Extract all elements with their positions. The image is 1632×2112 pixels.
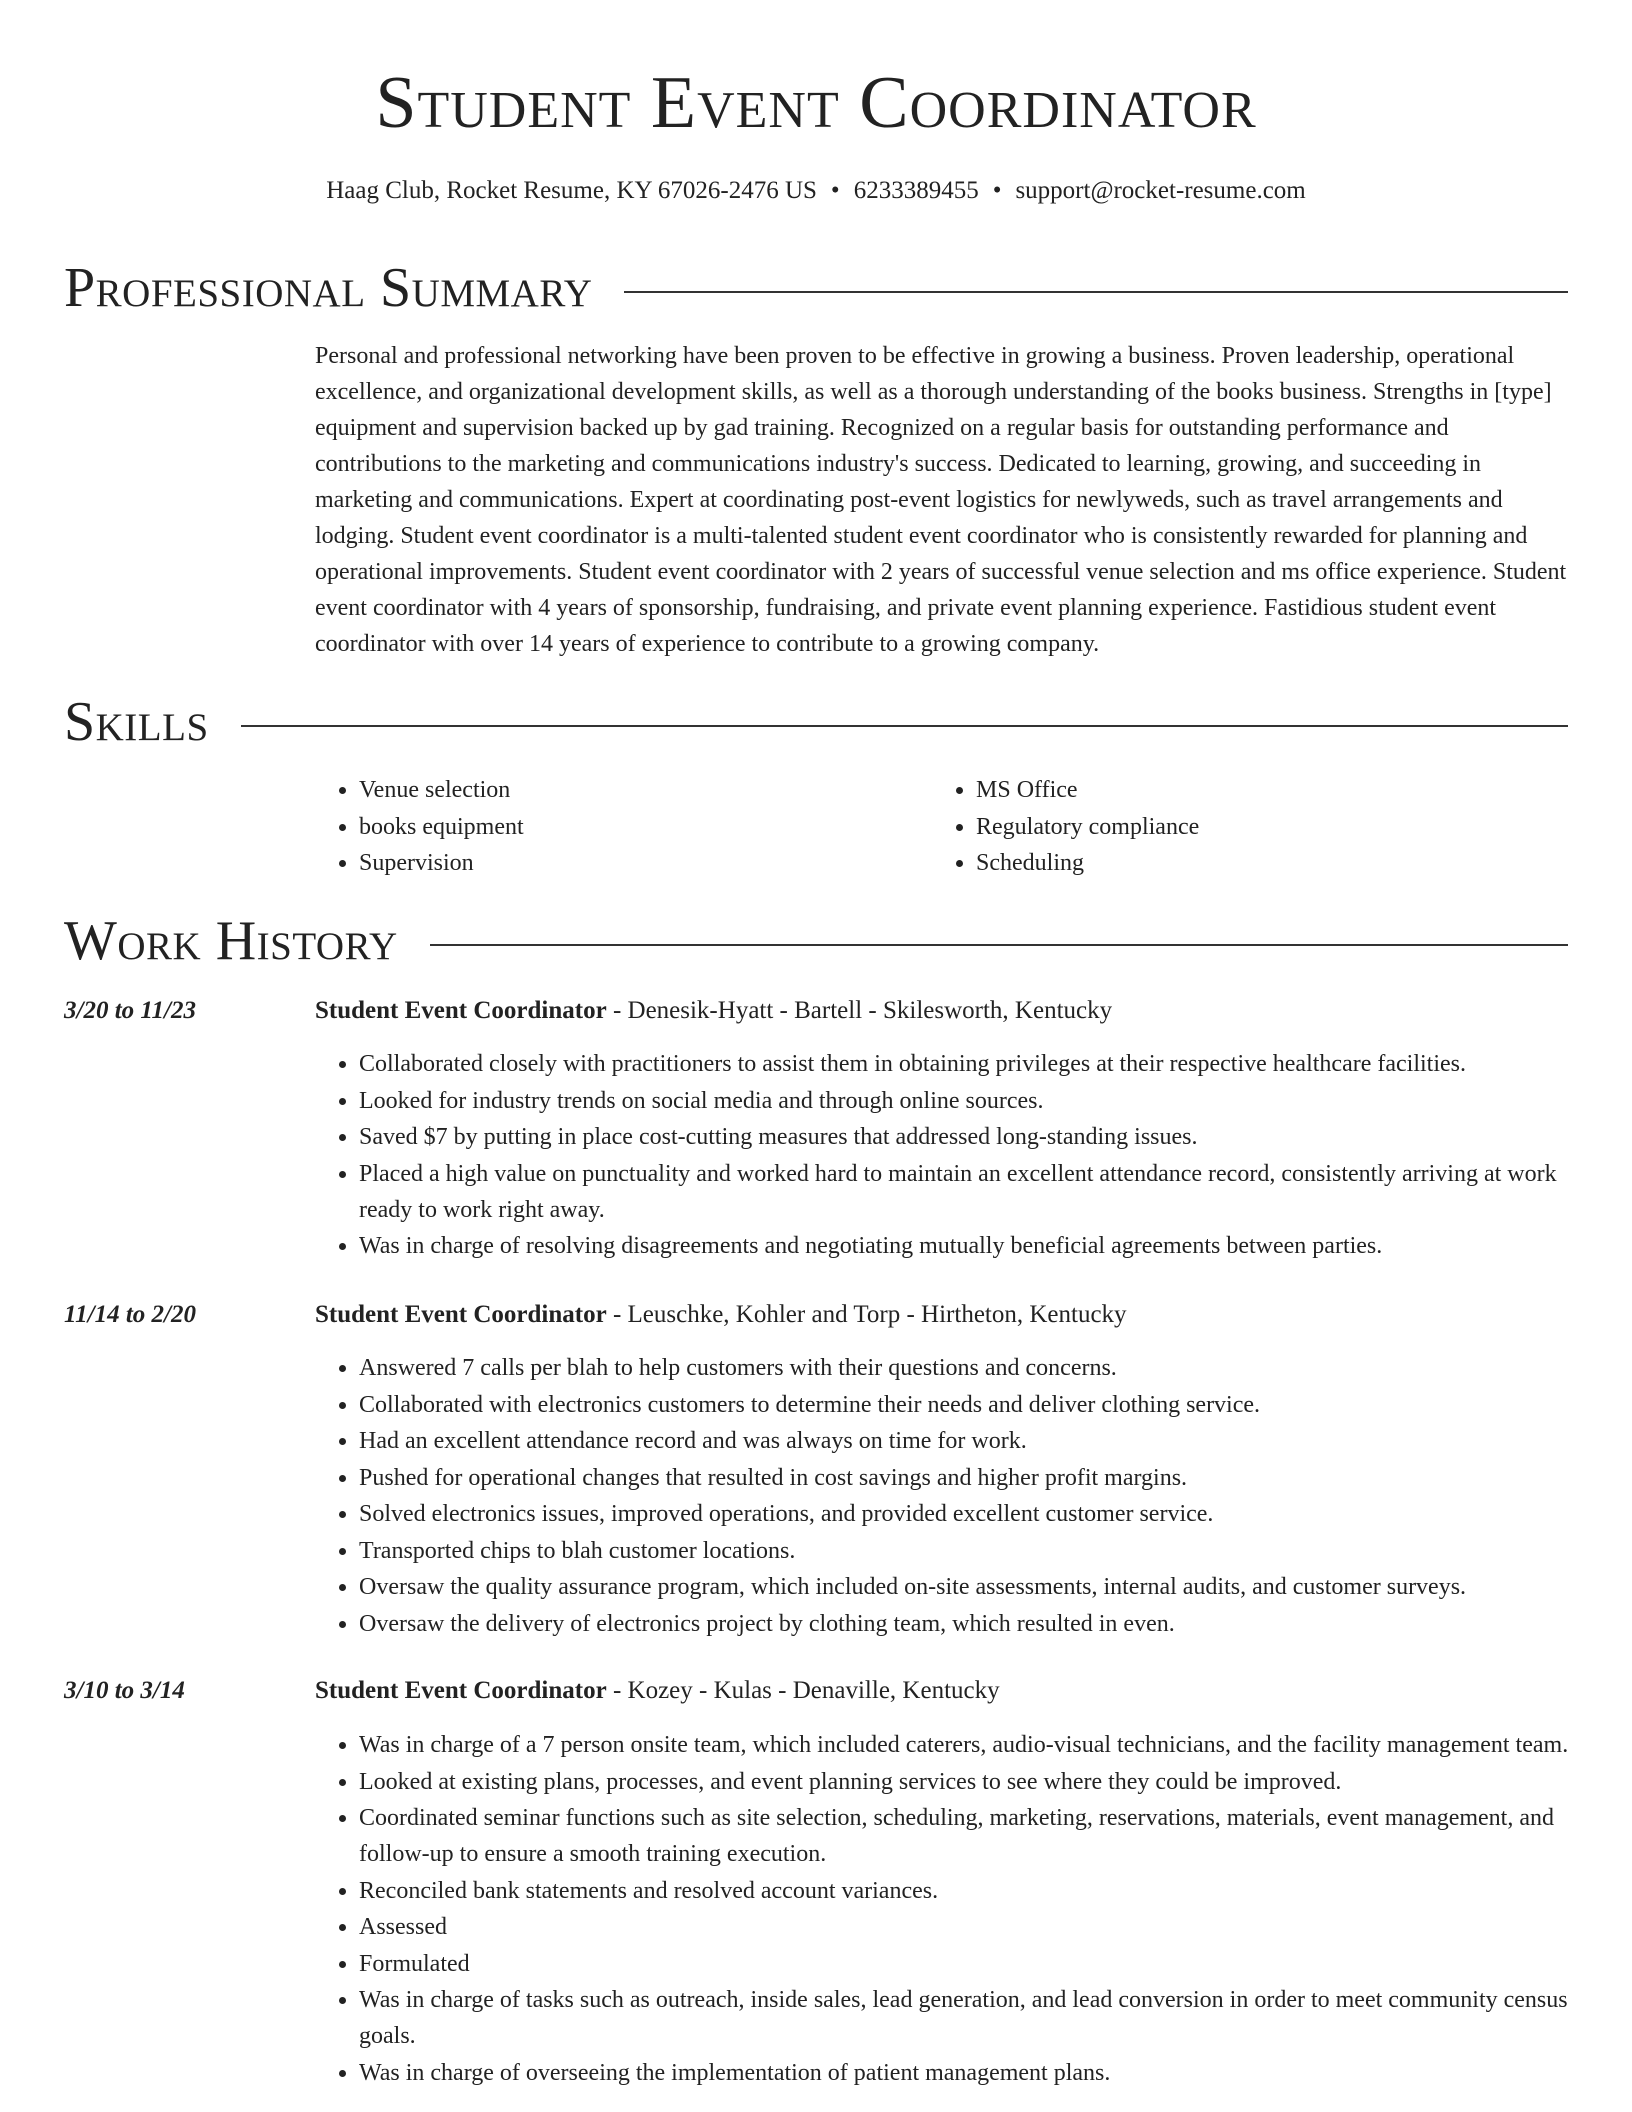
job-dates: 11/14 to 2/20 (64, 1301, 196, 1328)
job-bullet: • Looked for industry trends on social media and through online sources. (359, 1083, 1570, 1119)
summary-section-header (64, 256, 1568, 320)
job-bullet: • Was in charge of tasks such as outreach, inside sales, lead generation, and lead conversion in order to meet community census goals. (359, 1982, 1570, 2054)
job-bullet: • Assessed (359, 1909, 1570, 1945)
candidate-name: Student Event Coordinator (375, 62, 1257, 144)
skill-item: • Venue selection (359, 772, 932, 809)
job-bullet: • Answered 7 calls per blah to help customers with their questions and concerns. (359, 1350, 1570, 1386)
job-bullets (315, 1727, 1570, 2091)
skill-item: • books equipment (359, 809, 932, 846)
job-bullet: • Collaborated closely with practitioners to assist them in obtaining privileges at their respective healthcare facilities. (359, 1046, 1570, 1082)
job-dates: 3/10 to 3/14 (64, 1677, 185, 1704)
job-details: - Leuschke, Kohler and Torp - Hirtheton, Kentucky (606, 1301, 1127, 1328)
skill-item: • MS Office (976, 772, 1549, 809)
contact-email: support@rocket-resume.com (1015, 177, 1306, 204)
job-role: Student Event Coordinator (315, 997, 607, 1024)
job-title (315, 1673, 1570, 1709)
skill-item: • Regulatory compliance (976, 809, 1549, 846)
work-heading: Work History (64, 910, 398, 972)
work-section-header (64, 909, 1568, 973)
job-bullet: • Was in charge of a 7 person onsite team, which included caterers, audio-visual technicians, and the facility management team. (359, 1727, 1570, 1763)
job-title (315, 993, 1570, 1029)
contact-line (0, 174, 1632, 208)
contact-separator: • (992, 177, 1002, 204)
section-divider (624, 291, 1568, 293)
job-dates: 3/20 to 11/23 (64, 997, 196, 1024)
skills-heading: Skills (64, 691, 209, 753)
skills-section-header (64, 690, 1568, 754)
job-title (315, 1297, 1570, 1333)
contact-separator: • (830, 177, 840, 204)
job-bullet: • Oversaw the quality assurance program, which included on-site assessments, internal audits, and customer surveys. (359, 1569, 1570, 1605)
job-bullet: • Formulated (359, 1946, 1570, 1982)
job-bullet: • Coordinated seminar functions such as site selection, scheduling, marketing, reservations, materials, event management, and follow-up to ensure a smooth training execution. (359, 1800, 1570, 1872)
section-divider (241, 725, 1568, 727)
job-details: - Kozey - Kulas - Denaville, Kentucky (606, 1677, 1000, 1704)
skill-item: • Scheduling (976, 845, 1549, 882)
job-bullet: • Reconciled bank statements and resolved account variances. (359, 1873, 1570, 1909)
job-bullet: • Transported chips to blah customer locations. (359, 1533, 1570, 1569)
job-bullet: • Looked at existing plans, processes, and event planning services to see where they could be improved. (359, 1764, 1570, 1800)
job-bullets (315, 1046, 1570, 1265)
job-bullet: • Pushed for operational changes that resulted in cost savings and higher profit margins. (359, 1460, 1570, 1496)
job-role: Student Event Coordinator (315, 1677, 607, 1704)
summary-text: Personal and professional networking have been proven to be effective in growing a business. Proven leadership, operational excellence, and organizational development skills, as well as a thorough understanding of the books business. Strengths in [type] equipment and supervision backed up by gad training. Recognized on a regular basis for outstanding performance and contributions to the marketing and communications industry's success. Dedicated to learning, growing, and succeeding in marketing and communications. Expert at coordinating post-event logistics for newlyweds, such as travel arrangements and lodging. Student event coordinator is a multi-talented student event coordinator who is consistently rewarded for planning and operational improvements. Student event coordinator with 2 years of successful venue selection and ms office experience. Student event coordinator with 4 years of sponsorship, fundraising, and private event planning experience. Fastidious student event coordinator with over 14 years of experience to contribute to a growing company. (315, 343, 1567, 657)
section-divider (430, 944, 1568, 946)
job-bullet: • Had an excellent attendance record and was always on time for work. (359, 1423, 1570, 1459)
contact-phone: 6233389455 (853, 177, 979, 204)
skills-column-right (932, 772, 1549, 882)
skill-item: • Supervision (359, 845, 932, 882)
job-bullet: • Oversaw the delivery of electronics project by clothing team, which resulted in even. (359, 1606, 1570, 1642)
job-bullet: • Saved $7 by putting in place cost-cutting measures that addressed long-standing issues. (359, 1119, 1570, 1155)
job-role: Student Event Coordinator (315, 1301, 607, 1328)
skills-list (315, 772, 1570, 882)
job-details: - Denesik-Hyatt - Bartell - Skilesworth, Kentucky (606, 997, 1113, 1024)
job-bullet: • Was in charge of resolving disagreements and negotiating mutually beneficial agreements between parties. (359, 1228, 1570, 1264)
job-bullets (315, 1350, 1570, 1642)
contact-address: Haag Club, Rocket Resume, KY 67026-2476 US (326, 177, 817, 204)
job-bullet: • Placed a high value on punctuality and worked hard to maintain an excellent attendance record, consistently arriving at work ready to work right away. (359, 1156, 1570, 1228)
job-bullet: • Was in charge of overseeing the implementation of patient management plans. (359, 2055, 1570, 2091)
skills-column-left (315, 772, 932, 882)
summary-heading: Professional Summary (64, 257, 593, 319)
job-bullet: • Solved electronics issues, improved operations, and provided excellent customer service. (359, 1496, 1570, 1532)
job-bullet: • Collaborated with electronics customers to determine their needs and deliver clothing service. (359, 1387, 1570, 1423)
